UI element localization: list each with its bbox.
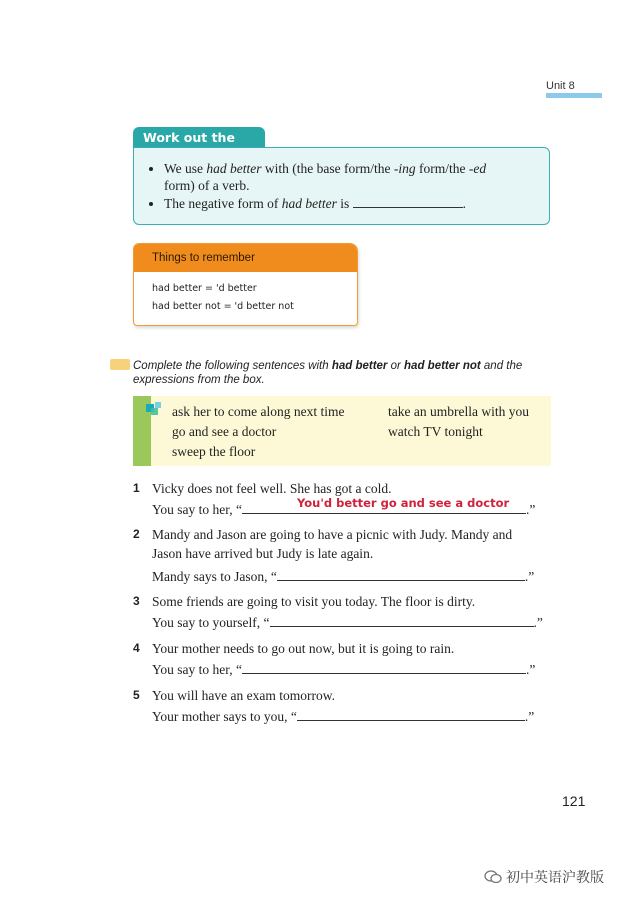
unit-label: Unit 8 bbox=[546, 80, 575, 92]
expression-box bbox=[133, 396, 551, 466]
item-number: 4 bbox=[133, 641, 140, 655]
answer-blank-3[interactable] bbox=[270, 614, 534, 627]
answer-blank-4[interactable] bbox=[242, 661, 526, 674]
rule-title: Work out the bbox=[133, 127, 265, 149]
rule-box bbox=[133, 147, 550, 225]
item-number: 3 bbox=[133, 594, 140, 608]
item-number: 1 bbox=[133, 481, 140, 495]
item-prompt-line: Your mother says to you, “ .” bbox=[152, 709, 535, 724]
page-number: 121 bbox=[562, 793, 586, 809]
squares-icon-part bbox=[151, 408, 158, 415]
item-text: Your mother needs to go out now, but it is going to rain. bbox=[152, 641, 455, 656]
item-prompt-line: You say to her, “ .” bbox=[152, 662, 536, 677]
squares-icon-part bbox=[155, 402, 161, 408]
expression-item: go and see a doctor bbox=[172, 424, 277, 439]
item-text: Some friends are going to visit you today. The floor is dirty. bbox=[152, 594, 476, 609]
remember-line-1: had better = 'd better bbox=[152, 283, 257, 294]
wechat-icon bbox=[484, 870, 502, 884]
watermark: 初中英语沪教版 bbox=[484, 867, 604, 887]
rule-blank[interactable] bbox=[353, 195, 463, 208]
answer-blank-2[interactable] bbox=[277, 568, 525, 581]
rule-bullet-2: • The negative form of had better is . bbox=[164, 195, 539, 212]
remember-box bbox=[133, 243, 358, 326]
answer-text: You'd better go and see a doctor bbox=[296, 496, 510, 510]
item-prompt-line: You say to yourself, “ .” bbox=[152, 615, 543, 630]
answer-blank-5[interactable] bbox=[297, 708, 525, 721]
remember-title: Things to remember bbox=[134, 244, 357, 272]
item-number: 5 bbox=[133, 688, 140, 702]
item-number: 2 bbox=[133, 527, 140, 541]
item-text: Jason have arrived but Judy is late again. bbox=[152, 546, 374, 561]
item-text: Mandy and Jason are going to have a picnic with Judy. Mandy and bbox=[152, 527, 513, 542]
instruction-marker-icon bbox=[110, 359, 130, 370]
item-prompt-line: You say to her, “ You'd better go and see a doctor .” bbox=[152, 496, 536, 517]
item-text: Vicky does not feel well. She has got a cold. bbox=[152, 481, 392, 496]
remember-line-2: had better not = 'd better not bbox=[152, 301, 294, 312]
expression-item: take an umbrella with you bbox=[388, 404, 529, 419]
unit-bar bbox=[546, 93, 602, 98]
item-prompt-line: Mandy says to Jason, “ .” bbox=[152, 569, 535, 584]
item-text: You will have an exam tomorrow. bbox=[152, 688, 335, 703]
instructions: Complete the following sentences with had better or had better not and the expressions from the box. bbox=[133, 360, 523, 386]
expression-item: ask her to come along next time bbox=[172, 404, 345, 419]
expression-item: watch TV tonight bbox=[388, 424, 483, 439]
rule-bullet-1: • We use had better with (the base form/the -ing form/the -ed form) of a verb. bbox=[164, 160, 539, 194]
expression-item: sweep the floor bbox=[172, 444, 256, 459]
